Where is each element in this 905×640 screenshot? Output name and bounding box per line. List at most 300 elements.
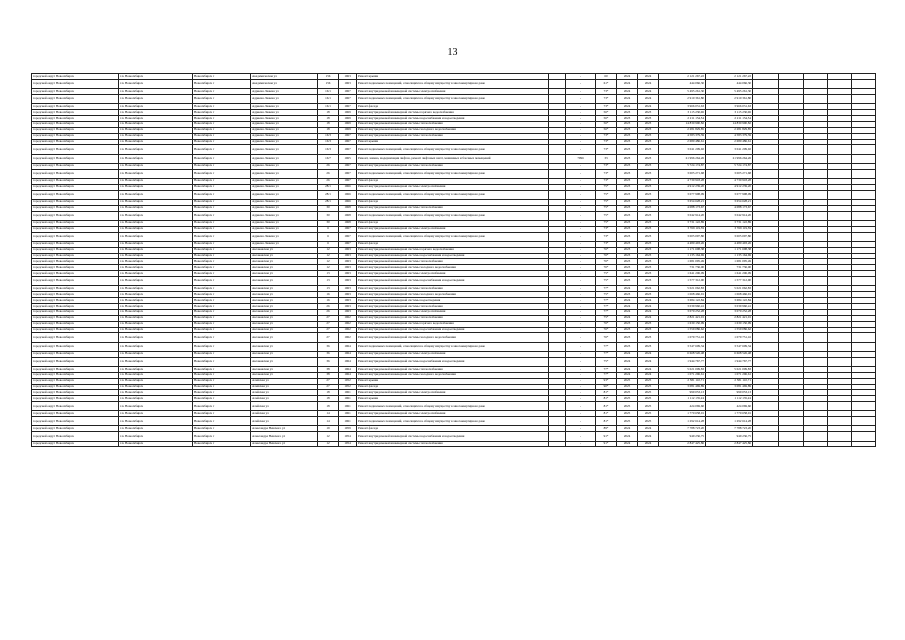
cell-wear-percent: 77* (596, 342, 617, 351)
cell-settlement: г.п. Новосибирск (119, 127, 193, 133)
cell-plan-year-start: 2025 (617, 378, 638, 384)
cell-house-number: 16 (318, 298, 339, 304)
cell-settlement: г.п. Новосибирск (119, 378, 193, 384)
cell-cost-fund: 3 039 960,41 (706, 303, 753, 309)
cell-blank (549, 333, 566, 342)
cell-wear-percent: 90* (596, 384, 617, 390)
cell-street: Аксаковская ул (251, 357, 318, 366)
cell-district: городской округ Новосибирск (32, 220, 119, 226)
cell-plan-year-start: 2024 (617, 74, 638, 80)
cell-build-year: 1966 (339, 199, 357, 205)
cell-plan-year-start: 2023 (617, 259, 638, 265)
cell-cost-fund: 3 731 122,89 (706, 220, 753, 226)
cell-extra-5 (852, 277, 876, 286)
cell-elevator-count: - (566, 372, 596, 378)
cell-build-year: 1964 (339, 357, 357, 366)
cell-district: городской округ Новосибирск (32, 342, 119, 351)
cell-cost-total: 2 910 361,80 (659, 94, 706, 103)
cell-work-type: Ремонт внутридомовой инженерной системы теплоснабжения (357, 259, 549, 265)
cell-extra-1 (753, 402, 779, 411)
cell-work-type: Ремонт внутридомовой инженерной системы холодного водоснабжения (357, 127, 549, 133)
cell-cost-fund: 3 070 252,28 (706, 309, 753, 315)
cell-wear-percent: 56* (596, 127, 617, 133)
cell-wear-percent: 73* (596, 163, 617, 169)
cell-wear-percent: 73* (596, 133, 617, 139)
cell-district: городской округ Новосибирск (32, 190, 119, 199)
table-row (32, 357, 876, 366)
cell-street: Александра Невского ул (251, 432, 318, 441)
cell-settlement: г.п. Новосибирск (119, 342, 193, 351)
cell-locality: Новосибирск г (193, 271, 251, 277)
cell-house-number: 18 (318, 402, 339, 411)
cell-build-year: 1967 (339, 241, 357, 247)
cell-elevator-count: - (566, 184, 596, 190)
cell-extra-4 (828, 154, 852, 163)
cell-plan-year-end: 2024 (638, 303, 659, 309)
cell-plan-year-end: 2025 (638, 384, 659, 390)
cell-settlement: г.п. Новосибирск (119, 432, 193, 441)
cell-plan-year-start: 2023 (617, 247, 638, 253)
cell-plan-year-start: 2023 (617, 110, 638, 116)
cell-plan-year-start: 2023 (617, 115, 638, 121)
cell-work-type: Ремонт внутридомовой инженерной системы холодного водоснабжения (357, 292, 549, 298)
cell-elevator-count: - (566, 298, 596, 304)
cell-plan-year-start: 2023 (617, 220, 638, 226)
cell-cost-total: 999 053,13 (659, 390, 706, 396)
cell-work-type: Ремонт подвальных помещений, относящихся к общему имуществу в многоквартирном доме (357, 417, 549, 426)
cell-settlement: г.п. Новосибирск (119, 190, 193, 199)
cell-elevator-count: - (566, 79, 596, 88)
cell-cost-fund: 949 236,75 (706, 432, 753, 441)
cell-wear-percent: 75* (596, 199, 617, 205)
cell-house-number: 16/1 (318, 94, 339, 103)
cell-build-year: 1961 (339, 396, 357, 402)
cell-cost-fund: 1 171 698,38 (706, 247, 753, 253)
cell-work-type: Ремонт подвальных помещений, относящихся к общему имуществу в многоквартирном доме (357, 211, 549, 220)
capital-repair-table (31, 73, 876, 447)
cell-settlement: г.п. Новосибирск (119, 79, 193, 88)
cell-cost-total: 3 081 469,89 (659, 384, 706, 390)
cell-wear-percent: 81* (596, 417, 617, 426)
cell-cost-fund: 1 944 767,77 (706, 357, 753, 366)
cell-house-number: 38 (318, 366, 339, 372)
table-row (32, 342, 876, 351)
cell-cost-total: 2 121 267,22 (659, 74, 706, 80)
cell-extra-3 (804, 94, 828, 103)
cell-plan-year-end: 2023 (638, 169, 659, 178)
cell-plan-year-start: 2023 (617, 211, 638, 220)
cell-settlement: г.п. Новосибирск (119, 265, 193, 271)
cell-work-type: Ремонт внутридомовой инженерной системы холодного водоснабжения (357, 372, 549, 378)
cell-cost-total: 1 577 312,90 (659, 277, 706, 286)
cell-cost-total: 3 966 031,63 (659, 104, 706, 110)
cell-settlement: г.п. Новосибирск (119, 220, 193, 226)
cell-elevator-count: - (566, 220, 596, 226)
cell-house-number: 16/3 (318, 133, 339, 139)
cell-extra-2 (779, 277, 804, 286)
cell-plan-year-start: 2024 (617, 351, 638, 357)
cell-build-year: 1967 (339, 89, 357, 95)
cell-district: городской округ Новосибирск (32, 402, 119, 411)
cell-locality: Новосибирск г (193, 232, 251, 241)
cell-settlement: г.п. Новосибирск (119, 321, 193, 327)
cell-cost-fund: 444 066,30 (706, 79, 753, 88)
cell-house-number: 18 (318, 115, 339, 121)
cell-house-number: 14 (318, 417, 339, 426)
cell-work-type: Ремонт фасада (357, 220, 549, 226)
cell-extra-3 (804, 232, 828, 241)
cell-elevator-count: - (566, 241, 596, 247)
cell-work-type: Ремонт внутридомовой инженерной системы теплоснабжения (357, 315, 549, 321)
cell-plan-year-end: 2023 (638, 247, 659, 253)
cell-cost-total: 5 021 062,83 (659, 286, 706, 292)
cell-extra-1 (753, 441, 779, 447)
cell-district: городской округ Новосибирск (32, 169, 119, 178)
cell-build-year: 1963 (339, 277, 357, 286)
cell-plan-year-start: 2024 (617, 441, 638, 447)
cell-extra-3 (804, 154, 828, 163)
cell-build-year: 1963 (339, 253, 357, 259)
cell-extra-1 (753, 417, 779, 426)
cell-extra-4 (828, 190, 852, 199)
cell-blank (549, 342, 566, 351)
cell-district: городской округ Новосибирск (32, 441, 119, 447)
cell-work-type: Ремонт внутридомовой инженерной системы водоснабжения и водоотведения (357, 277, 549, 286)
cell-build-year: 1952 (339, 384, 357, 390)
cell-cost-total: 3 115 230,06 (659, 110, 706, 116)
cell-cost-fund: 3 005 271,68 (706, 169, 753, 178)
cell-elevator-count: - (566, 74, 596, 80)
cell-locality: Новосибирск г (193, 154, 251, 163)
cell-district: городской округ Новосибирск (32, 372, 119, 378)
cell-plan-year-end: 2024 (638, 309, 659, 315)
cell-cost-total: 1 559 086,62 (659, 327, 706, 333)
cell-work-type: Ремонт подвальных помещений, относящихся к общему имуществу в многоквартирном доме (357, 402, 549, 411)
cell-work-type: Ремонт внутридомовой инженерной системы электроснабжения (357, 226, 549, 232)
cell-district: городской округ Новосибирск (32, 139, 119, 145)
cell-build-year: 1967 (339, 163, 357, 169)
cell-cost-fund: 3 684 122,84 (706, 298, 753, 304)
cell-settlement: г.п. Новосибирск (119, 277, 193, 286)
cell-wear-percent: 76* (596, 333, 617, 342)
cell-street: Адриена Лежена ул (251, 190, 318, 199)
cell-settlement: г.п. Новосибирск (119, 271, 193, 277)
cell-build-year: 1963 (339, 292, 357, 298)
cell-build-year: 1964 (339, 366, 357, 372)
cell-house-number: 12 (318, 441, 339, 447)
cell-settlement: г.п. Новосибирск (119, 104, 193, 110)
cell-wear-percent: 75* (596, 184, 617, 190)
cell-wear-percent: 77* (596, 351, 617, 357)
cell-build-year: 1968 (339, 220, 357, 226)
cell-wear-percent: 73* (596, 139, 617, 145)
cell-work-type: Ремонт внутридомовой инженерной системы теплоснабжения (357, 286, 549, 292)
cell-district: городской округ Новосибирск (32, 303, 119, 309)
cell-locality: Новосибирск г (193, 384, 251, 390)
cell-cost-total: 1 944 767,77 (659, 357, 706, 366)
cell-plan-year-start: 2023 (617, 292, 638, 298)
cell-build-year: 1961 (339, 402, 357, 411)
cell-elevator-count: - (566, 253, 596, 259)
cell-cost-fund: 3 005 097,80 (706, 232, 753, 241)
cell-extra-5 (852, 169, 876, 178)
cell-work-type: Ремонт подвальных помещений, относящихся к общему имуществу в многоквартирном доме (357, 79, 549, 88)
cell-plan-year-end: 2023 (638, 184, 659, 190)
cell-cost-total: 5 495 261,30 (659, 89, 706, 95)
cell-settlement: г.п. Новосибирск (119, 226, 193, 232)
cell-extra-4 (828, 417, 852, 426)
cell-cost-total: 3 005 271,68 (659, 169, 706, 178)
table-row (32, 211, 876, 220)
cell-cost-total: 2 281 829,85 (659, 127, 706, 133)
cell-district: городской округ Новосибирск (32, 396, 119, 402)
cell-street: Аксаковская ул (251, 333, 318, 342)
cell-wear-percent: 81* (596, 390, 617, 396)
cell-extra-4 (828, 342, 852, 351)
cell-street: Адриена Лежена ул (251, 211, 318, 220)
cell-house-number: 13 (318, 277, 339, 286)
cell-district: городской округ Новосибирск (32, 74, 119, 80)
cell-elevator-count: - (566, 342, 596, 351)
cell-locality: Новосибирск г (193, 411, 251, 417)
cell-plan-year-start: 2024 (617, 426, 638, 432)
cell-build-year: 1962 (339, 333, 357, 342)
cell-district: городской округ Новосибирск (32, 426, 119, 432)
cell-cost-fund: 7 788 723,20 (706, 426, 753, 432)
cell-plan-year-end: 2023 (638, 190, 659, 199)
cell-cost-total: 1 068 466,91 (659, 292, 706, 298)
cell-plan-year-end: 2023 (638, 259, 659, 265)
cell-plan-year-end: 2023 (638, 163, 659, 169)
cell-settlement: г.п. Новосибирск (119, 241, 193, 247)
cell-extra-5 (852, 357, 876, 366)
cell-plan-year-end: 2023 (638, 265, 659, 271)
cell-extra-4 (828, 94, 852, 103)
cell-street: Академическая ул (251, 79, 318, 88)
cell-wear-percent: 73* (596, 104, 617, 110)
cell-cost-fund: 3 042 914,20 (706, 211, 753, 220)
cell-district: городской округ Новосибирск (32, 357, 119, 366)
cell-extra-2 (779, 169, 804, 178)
cell-build-year: 1963 (339, 271, 357, 277)
cell-house-number: 27 (318, 333, 339, 342)
cell-wear-percent: 73* (596, 94, 617, 103)
cell-district: городской округ Новосибирск (32, 154, 119, 163)
cell-cost-fund: 1 681 095,49 (706, 259, 753, 265)
cell-district: городской округ Новосибирск (32, 315, 119, 321)
cell-cost-total: 2 847 425,86 (659, 441, 706, 447)
cell-extra-2 (779, 402, 804, 411)
cell-wear-percent: 75* (596, 292, 617, 298)
cell-blank (549, 79, 566, 88)
cell-locality: Новосибирск г (193, 79, 251, 88)
cell-cost-total: 1 641 206,09 (659, 271, 706, 277)
cell-cost-fund: 2 211 154,54 (706, 115, 753, 121)
cell-street: Адриена Лежена ул (251, 205, 318, 211)
cell-settlement: г.п. Новосибирск (119, 184, 193, 190)
cell-wear-percent: 81* (596, 411, 617, 417)
cell-district: городской округ Новосибирск (32, 378, 119, 384)
cell-locality: Новосибирск г (193, 321, 251, 327)
cell-settlement: г.п. Новосибирск (119, 115, 193, 121)
cell-street: Аксаковская ул (251, 303, 318, 309)
cell-street: Аксаковская ул (251, 292, 318, 298)
cell-cost-total: 2 680 486,61 (659, 139, 706, 145)
cell-locality: Новосибирск г (193, 417, 251, 426)
cell-settlement: г.п. Новосибирск (119, 351, 193, 357)
cell-blank (549, 94, 566, 103)
cell-wear-percent: 73* (596, 241, 617, 247)
cell-settlement: г.п. Новосибирск (119, 139, 193, 145)
cell-street: Адриена Лежена ул (251, 241, 318, 247)
cell-cost-fund: 1 577 312,90 (706, 277, 753, 286)
cell-build-year: 1967 (339, 178, 357, 184)
cell-work-type: Ремонт фасада (357, 384, 549, 390)
cell-plan-year-end: 2025 (638, 390, 659, 396)
cell-build-year: 1961 (339, 411, 357, 417)
cell-extra-5 (852, 417, 876, 426)
cell-extra-1 (753, 432, 779, 441)
cell-plan-year-end: 2024 (638, 372, 659, 378)
cell-locality: Новосибирск г (193, 115, 251, 121)
cell-house-number: 28/1 (318, 190, 339, 199)
cell-elevator-count: - (566, 396, 596, 402)
cell-plan-year-end: 2023 (638, 333, 659, 342)
cell-cost-total: 4 583 379,59 (659, 133, 706, 139)
cell-work-type: Ремонт подвальных помещений, относящихся к общему имуществу в многоквартирном доме (357, 342, 549, 351)
cell-cost-fund: 1 770 658,01 (706, 411, 753, 417)
cell-plan-year-start: 2023 (617, 121, 638, 127)
cell-cost-fund: 1 071 296,61 (706, 372, 753, 378)
cell-wear-percent: 73* (596, 89, 617, 95)
cell-build-year: 1963 (339, 265, 357, 271)
cell-district: городской округ Новосибирск (32, 432, 119, 441)
cell-plan-year-start: 2023 (617, 277, 638, 286)
cell-cost-total: 424 069,60 (659, 402, 706, 411)
cell-elevator-count: - (566, 104, 596, 110)
cell-extra-3 (804, 402, 828, 411)
cell-extra-5 (852, 441, 876, 447)
cell-wear-percent: 75* (596, 190, 617, 199)
cell-locality: Новосибирск г (193, 390, 251, 396)
cell-locality: Новосибирск г (193, 396, 251, 402)
cell-settlement: г.п. Новосибирск (119, 94, 193, 103)
cell-elevator-count: - (566, 133, 596, 139)
cell-street: Адриена Лежена ул (251, 121, 318, 127)
cell-elevator-count: - (566, 94, 596, 103)
cell-settlement: г.п. Новосибирск (119, 154, 193, 163)
cell-cost-total: 4 480 493,26 (659, 241, 706, 247)
cell-street: Алейская ул (251, 411, 318, 417)
cell-extra-4 (828, 169, 852, 178)
cell-cost-fund: 3 081 469,89 (706, 384, 753, 390)
cell-build-year: 1968 (339, 211, 357, 220)
cell-plan-year-end: 2024 (638, 366, 659, 372)
cell-locality: Новосибирск г (193, 220, 251, 226)
cell-house-number: 27 (318, 327, 339, 333)
cell-house-number: 27 (318, 321, 339, 327)
cell-street: Адриена Лежена ул (251, 163, 318, 169)
cell-settlement: г.п. Новосибирск (119, 327, 193, 333)
cell-work-type: Ремонт фасада (357, 104, 549, 110)
cell-wear-percent: 91* (596, 432, 617, 441)
table-row (32, 190, 876, 199)
cell-cost-total: 1 079 751,16 (659, 333, 706, 342)
cell-locality: Новосибирск г (193, 241, 251, 247)
cell-elevator-count: - (566, 351, 596, 357)
cell-district: городской округ Новосибирск (32, 145, 119, 154)
cell-elevator-count: - (566, 327, 596, 333)
cell-work-type: Ремонт внутридомовой инженерной системы электроснабжения (357, 411, 549, 417)
cell-settlement: г.п. Новосибирск (119, 417, 193, 426)
cell-cost-total: 7 788 723,20 (659, 426, 706, 432)
cell-plan-year-start: 2023 (617, 139, 638, 145)
cell-cost-fund: 2 121 267,22 (706, 74, 753, 80)
cell-plan-year-start: 2023 (617, 253, 638, 259)
cell-blank (549, 402, 566, 411)
cell-settlement: г.п. Новосибирск (119, 441, 193, 447)
cell-work-type: Ремонт внутридомовой инженерной системы теплоснабжения (357, 205, 549, 211)
cell-street: Алейская ул (251, 378, 318, 384)
cell-locality: Новосибирск г (193, 205, 251, 211)
cell-cost-fund: 3 654 628,21 (706, 199, 753, 205)
cell-house-number: 27 (318, 384, 339, 390)
cell-extra-5 (852, 333, 876, 342)
cell-work-type: Ремонт внутридомовой инженерной системы теплоснабжения (357, 121, 549, 127)
cell-settlement: г.п. Новосибирск (119, 396, 193, 402)
cell-cost-fund: 2 281 829,85 (706, 127, 753, 133)
cell-settlement: г.п. Новосибирск (119, 145, 193, 154)
cell-extra-2 (779, 333, 804, 342)
cell-plan-year-end: 2023 (638, 145, 659, 154)
cell-street: Алейская ул (251, 390, 318, 396)
cell-plan-year-start: 2024 (617, 286, 638, 292)
cell-settlement: г.п. Новосибирск (119, 366, 193, 372)
cell-wear-percent: 60 (596, 74, 617, 80)
cell-plan-year-end: 2025 (638, 378, 659, 384)
cell-locality: Новосибирск г (193, 163, 251, 169)
cell-locality: Новосибирск г (193, 253, 251, 259)
cell-street: Адриена Лежена ул (251, 104, 318, 110)
cell-plan-year-start: 2023 (617, 241, 638, 247)
cell-plan-year-end: 2024 (638, 79, 659, 88)
cell-district: городской округ Новосибирск (32, 241, 119, 247)
cell-district: городской округ Новосибирск (32, 199, 119, 205)
cell-plan-year-start: 2023 (617, 232, 638, 241)
cell-settlement: г.п. Новосибирск (119, 402, 193, 411)
cell-wear-percent: 76* (596, 265, 617, 271)
cell-build-year: 1967 (339, 169, 357, 178)
cell-district: городской округ Новосибирск (32, 351, 119, 357)
cell-cost-total: 3 077 998,09 (659, 190, 706, 199)
cell-wear-percent: 56* (596, 110, 617, 116)
cell-extra-3 (804, 169, 828, 178)
cell-plan-year-start: 2023 (617, 184, 638, 190)
cell-extra-3 (804, 211, 828, 220)
cell-cost-fund: 5 021 009,83 (706, 366, 753, 372)
cell-plan-year-start: 2023 (617, 163, 638, 169)
cell-house-number: 16/3 (318, 139, 339, 145)
cell-district: городской округ Новосибирск (32, 298, 119, 304)
cell-locality: Новосибирск г (193, 247, 251, 253)
cell-wear-percent: 61* (596, 79, 617, 88)
cell-plan-year-end: 2023 (638, 199, 659, 205)
cell-cost-total: 3 684 122,84 (659, 298, 706, 304)
cell-settlement: г.п. Новосибирск (119, 169, 193, 178)
cell-district: городской округ Новосибирск (32, 333, 119, 342)
cell-build-year: 1967 (339, 226, 357, 232)
cell-plan-year-start: 2023 (617, 199, 638, 205)
